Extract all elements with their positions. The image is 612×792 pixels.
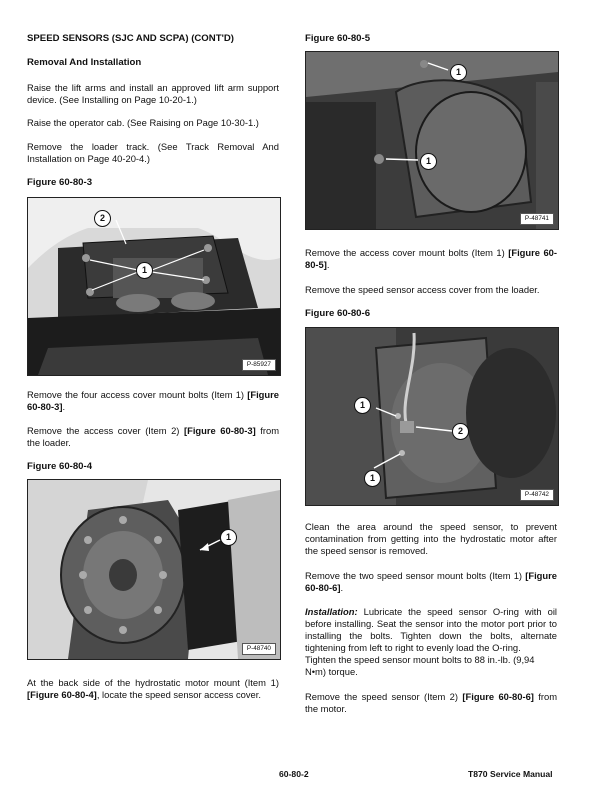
paragraph-1 [27, 82, 279, 106]
paragraph-11 [305, 606, 557, 678]
access-cover-illustration [28, 198, 280, 375]
step-locate-cover [27, 677, 279, 701]
fig3-callout-item-2: 2 [94, 210, 111, 227]
paragraph-5 [27, 425, 279, 449]
p4-end: . [62, 401, 66, 412]
figure-60-80-6-title: Figure 60-80-6 [305, 308, 371, 319]
speed-sensor-cover-illustration [306, 52, 558, 229]
installation-label: Installation: [305, 606, 358, 617]
paragraph-9 [305, 521, 557, 557]
right-column [305, 33, 557, 45]
fig6-callout-item-1-top: 1 [354, 397, 371, 414]
fig4-photo-number: P-48740 [242, 643, 276, 655]
p10-text: Remove the two speed sensor mount bolts (Item 1) [305, 570, 523, 581]
step-remove-cover-bolts [27, 389, 279, 413]
fig6-callout-item-1-bottom: 1 [364, 470, 381, 487]
p5-end: from the loader. [27, 425, 280, 448]
installation-text: Lubricate the speed sensor O-ring with oil before installing. Seat the sensor into the motor port prior to installing the bolts. Tighten down the bolts, alternate tightening from left to right to evenly load the O-ring. [305, 606, 557, 653]
step-remove-sensor-bolts [305, 570, 557, 594]
p6-text: At the back side of the hydrostatic motor mount (Item 1) [27, 677, 279, 688]
paragraph-3 [27, 141, 279, 165]
fig6-photo-number: P-48742 [520, 489, 554, 501]
figure-60-80-5-title: Figure 60-80-5 [305, 33, 371, 44]
figure-60-80-3-photo [27, 197, 281, 376]
step-remove-track: Remove the loader track. (See Track Removal And Installation on Page 40-20-4.) [27, 141, 279, 164]
left-column [27, 33, 279, 45]
p10-end: . [340, 582, 344, 593]
figure-60-80-4-photo [27, 479, 281, 660]
p7-figure-ref: [Figure 60-80-5] [305, 247, 557, 270]
fig3-photo-number: P-85927 [242, 359, 276, 371]
paragraph-8 [305, 284, 557, 296]
fig5-callout-item-1-top: 1 [450, 64, 467, 81]
p7-end: . [326, 259, 330, 270]
paragraph-4 [27, 389, 279, 413]
p6-end: , locate the speed sensor access cover. [96, 689, 261, 700]
p7-text: Remove the access cover mount bolts (Item 1) [305, 247, 505, 258]
p5-figure-ref: [Figure 60-80-3] [183, 425, 256, 436]
section-heading: SPEED SENSORS (SJC AND SCPA) (CONT'D) [27, 33, 234, 44]
speed-sensor-illustration [306, 328, 558, 505]
p12-text: Remove the speed sensor (Item 2) [305, 691, 459, 702]
step-remove-cover [27, 425, 279, 449]
p10-figure-ref: [Figure 60-80-6] [305, 570, 557, 593]
paragraph-10 [305, 570, 557, 594]
removal-installation-heading: Removal And Installation [27, 57, 142, 68]
p4-figure-ref: [Figure 60-80-3] [27, 389, 279, 412]
step-remove-sensor [305, 691, 557, 715]
fig3-callout-item-1: 1 [136, 262, 153, 279]
figure-60-80-5-photo [305, 51, 559, 230]
step-remove-access-bolts [305, 247, 557, 271]
p12-figure-ref: [Figure 60-80-6] [462, 691, 534, 702]
step-raise-lift-arms: Raise the lift arms and install an approved lift arm support device. (See Installing on Page 10-20-1.) [27, 82, 279, 105]
p5-text: Remove the access cover (Item 2) [27, 425, 180, 436]
subheading-block [27, 57, 279, 69]
p6-figure-ref: [Figure 60-80-4] [27, 689, 97, 700]
step-remove-sensor-cover: Remove the speed sensor access cover from the loader. [305, 284, 540, 295]
figure-3-title-block [27, 177, 279, 189]
figure-60-80-3-title: Figure 60-80-3 [27, 177, 93, 188]
fig5-photo-number: P-48741 [520, 213, 554, 225]
step-clean-area: Clean the area around the speed sensor, to prevent contamination from getting into the hydrostatic motor after the speed sensor is removed. [305, 521, 557, 556]
fig5-callout-item-1-bottom: 1 [420, 153, 437, 170]
fig4-callout-item-1: 1 [220, 529, 237, 546]
step-raise-cab: Raise the operator cab. (See Raising on Page 10-30-1.) [27, 117, 259, 128]
p4-text: Remove the four access cover mount bolts (Item 1) [27, 389, 245, 400]
page-number: 60-80-2 [279, 769, 309, 779]
torque-spec: Tighten the speed sensor mount bolts to 88 in.-lb. (9,94 N•m) torque. [305, 654, 535, 677]
paragraph-12 [305, 691, 557, 715]
installation-note [305, 606, 557, 654]
fig6-callout-item-2: 2 [452, 423, 469, 440]
paragraph-7 [305, 247, 557, 271]
figure-60-80-4-title: Figure 60-80-4 [27, 461, 93, 472]
manual-title: T870 Service Manual [468, 769, 553, 779]
paragraph-6 [27, 677, 279, 701]
p12-end: from the motor. [305, 691, 557, 714]
figure-6-title-block [305, 308, 557, 320]
paragraph-2 [27, 117, 279, 129]
figure-4-title-block [27, 461, 279, 473]
figure-60-80-6-photo [305, 327, 559, 506]
motor-mount-illustration [28, 480, 280, 659]
